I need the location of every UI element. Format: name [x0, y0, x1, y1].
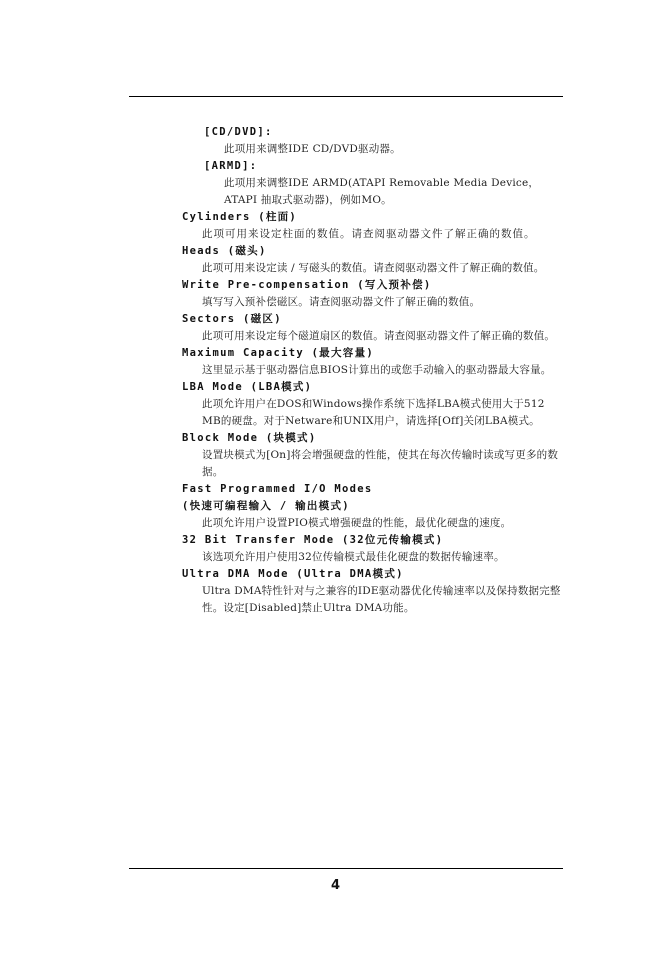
section-text: Ultra DMA特性针对与之兼容的IDE驱动器优化传输速率以及保持数据完整性。设定[Disabled]禁止Ultra DMA功能。 [202, 585, 561, 614]
section-heading: (快速可编程输入 / 输出模式) [182, 500, 350, 512]
section-text: 此项可用来设定柱面的数值。请查阅驱动器文件了解正确的数值。 [202, 228, 536, 240]
footer-rule [129, 868, 563, 869]
section-heading: LBA Mode (LBA模式) [182, 381, 313, 393]
section-heading: Maximum Capacity (最大容量) [182, 347, 375, 359]
section-heading: Fast Programmed I/O Modes [182, 483, 373, 495]
section-text: 此项可用来设定每个磁道扇区的数值。请查阅驱动器文件了解正确的数值。 [202, 330, 556, 342]
section-text: 此项可用来设定读 / 写磁头的数值。请查阅驱动器文件了解正确的数值。 [202, 262, 545, 274]
page-number: 4 [330, 878, 341, 893]
section-heading: [CD/DVD]: [204, 126, 273, 138]
section-heading: Ultra DMA Mode (Ultra DMA模式) [182, 568, 404, 580]
section-text: 该选项允许用户使用32位传输模式最佳化硬盘的数据传输速率。 [202, 551, 505, 563]
section-text: 此项允许用户设置PIO模式增强硬盘的性能，最优化硬盘的速度。 [202, 517, 512, 529]
document-body [182, 124, 566, 617]
section-heading: Block Mode (块模式) [182, 432, 317, 444]
section-text: 此项允许用户在DOS和Windows操作系统下选择LBA模式使用大于512 MB的硬盘。对于Netware和UNIX用户，请选择[Off]关闭LBA模式。 [202, 398, 545, 427]
section-heading: [ARMD]: [204, 160, 258, 172]
section-text: 此项用来调整IDE ARMD(ATAPI Removable Media Device，ATAPI 抽取式驱动器)，例如MO。 [224, 177, 540, 206]
section-heading: 32 Bit Transfer Mode (32位元传输模式) [182, 534, 444, 546]
section-heading: Heads (磁头) [182, 245, 267, 257]
section-text: 此项用来调整IDE CD/DVD驱动器。 [224, 143, 401, 155]
section-heading: Sectors (磁区) [182, 313, 282, 325]
section-text: 这里显示基于驱动器信息BIOS计算出的或您手动输入的驱动器最大容量。 [202, 364, 552, 376]
section-text: 设置块模式为[On]将会增强硬盘的性能，使其在每次传输时读或写更多的数据。 [202, 449, 559, 478]
section-heading: Cylinders (柱面) [182, 211, 298, 223]
section-heading: Write Pre-compensation (写入预补偿) [182, 279, 432, 291]
header-rule [129, 96, 563, 97]
section-text: 填写写入预补偿磁区。请查阅驱动器文件了解正确的数值。 [202, 296, 481, 308]
